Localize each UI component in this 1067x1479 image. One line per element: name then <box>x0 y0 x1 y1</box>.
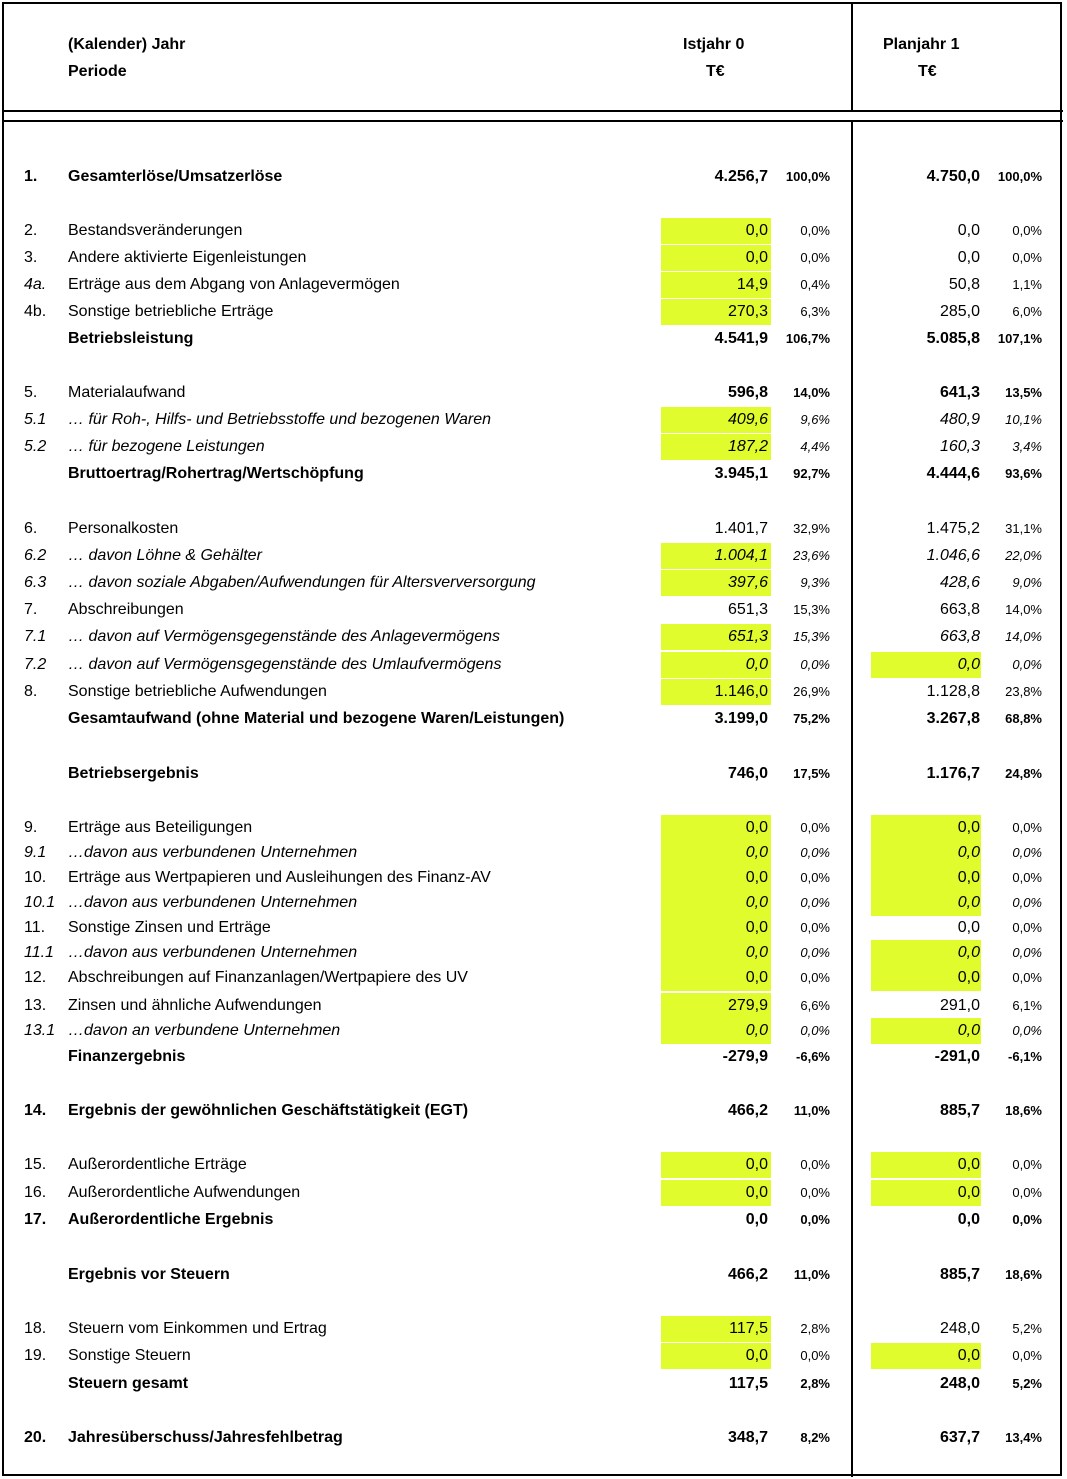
table-row <box>0 273 1067 297</box>
table-row <box>0 408 1067 432</box>
actual-value: 1.146,0 <box>714 683 768 700</box>
actual-percent: 9,3% <box>800 575 830 590</box>
row-label: Sonstige betriebliche Erträge <box>68 303 274 320</box>
table-row <box>0 916 1067 940</box>
actual-value: -279,9 <box>722 1048 768 1065</box>
row-label: Andere aktivierte Eigenleistungen <box>68 249 307 266</box>
plan-percent: 14,0% <box>1005 629 1042 644</box>
row-label: Ergebnis der gewöhnlichen Geschäftstätigkeit (EGT) <box>68 1102 469 1119</box>
actual-value: 3.945,1 <box>714 465 768 482</box>
row-label: Gesamtaufwand (ohne Material und bezogene Waren/Leistungen) <box>68 710 565 727</box>
row-label: … davon Löhne & Gehälter <box>68 547 262 564</box>
actual-value: 409,6 <box>727 411 768 428</box>
table-row <box>0 1153 1067 1177</box>
header-separator-top <box>2 110 1063 112</box>
actual-value: 0,0 <box>745 1347 768 1364</box>
actual-percent: 2,8% <box>800 1321 830 1336</box>
plan-percent: 0,0% <box>1012 920 1042 935</box>
row-label: Erträge aus Beteiligungen <box>68 819 253 836</box>
row-label: Bruttoertrag/Rohertrag/Wertschöpfung <box>68 465 364 482</box>
actual-value: 4.541,9 <box>714 330 768 347</box>
plan-value: 0,0 <box>957 249 980 266</box>
actual-value: 0,0 <box>745 944 768 961</box>
plan-percent: 6,0% <box>1012 304 1042 319</box>
plan-percent: 0,0% <box>1012 870 1042 885</box>
row-label: … für Roh-, Hilfs- und Betriebsstoffe und bezogenen Waren <box>68 411 492 428</box>
row-label: … davon auf Vermögensgegenstände des Anlagevermögens <box>68 628 500 645</box>
table-row <box>0 841 1067 865</box>
row-label: Steuern vom Einkommen und Ertrag <box>68 1320 327 1337</box>
row-number: 6.2 <box>24 547 47 564</box>
plan-percent: 0,0% <box>1012 1185 1042 1200</box>
row-number: 19. <box>24 1347 47 1364</box>
row-number: 10. <box>24 869 47 886</box>
actual-value: 117,5 <box>728 1375 768 1392</box>
plan-percent: 68,8% <box>1005 711 1042 726</box>
plan-value: 637,7 <box>939 1429 980 1446</box>
row-number: 5.1 <box>24 411 47 428</box>
actual-percent: 4,4% <box>800 439 830 454</box>
actual-percent: 11,0% <box>793 1103 830 1118</box>
actual-value: 596,8 <box>727 384 768 401</box>
actual-value: 651,3 <box>727 601 768 618</box>
plan-percent: 0,0% <box>1012 223 1042 238</box>
plan-value: 1.176,7 <box>926 765 980 782</box>
actual-percent: 8,2% <box>800 1430 830 1445</box>
row-number: 13.1 <box>24 1022 56 1039</box>
plan-value: 0,0 <box>957 819 980 836</box>
actual-value: 466,2 <box>727 1266 768 1283</box>
plan-percent: 18,6% <box>1005 1267 1042 1282</box>
row-label: Erträge aus dem Abgang von Anlagevermögen <box>68 276 400 293</box>
actual-value: 0,0 <box>745 222 768 239</box>
table-row <box>0 381 1067 405</box>
row-label: …davon an verbundene Unternehmen <box>68 1022 341 1039</box>
row-number: 4a. <box>24 276 47 293</box>
row-label: …davon aus verbundenen Unternehmen <box>68 894 358 911</box>
row-label: Außerordentliche Erträge <box>68 1156 247 1173</box>
actual-value: 0,0 <box>745 1211 768 1228</box>
actual-percent: 15,3% <box>793 602 830 617</box>
table-row <box>0 1099 1067 1123</box>
actual-percent: 0,0% <box>800 1023 830 1038</box>
table-row <box>0 707 1067 731</box>
actual-value: 0,0 <box>745 919 768 936</box>
row-number: 11.1 <box>24 944 54 961</box>
plan-value: 0,0 <box>957 1022 980 1039</box>
plan-value: 1.046,6 <box>926 547 980 564</box>
plan-percent: 0,0% <box>1012 657 1042 672</box>
plan-value: 428,6 <box>939 574 980 591</box>
table-row <box>0 866 1067 890</box>
row-number: 5. <box>24 384 38 401</box>
actual-percent: 23,6% <box>793 548 830 563</box>
table-row <box>0 327 1067 351</box>
row-label: …davon aus verbundenen Unternehmen <box>68 844 358 861</box>
actual-percent: 6,6% <box>800 998 830 1013</box>
row-number: 10.1 <box>24 894 56 911</box>
row-number: 9.1 <box>24 844 47 861</box>
actual-percent: 0,0% <box>800 1185 830 1200</box>
plan-percent: 93,6% <box>1005 466 1042 481</box>
actual-percent: 106,7% <box>785 331 830 346</box>
table-row <box>0 625 1067 649</box>
actual-value: 1.004,1 <box>714 547 768 564</box>
plan-percent: 9,0% <box>1012 575 1042 590</box>
row-label: … davon auf Vermögensgegenstände des Umlaufvermögens <box>68 656 502 673</box>
table-row <box>0 219 1067 243</box>
row-label: Personalkosten <box>68 520 179 537</box>
row-label: … für bezogene Leistungen <box>68 438 265 455</box>
row-label: Zinsen und ähnliche Aufwendungen <box>68 997 322 1014</box>
plan-value: 285,0 <box>939 303 980 320</box>
actual-value: 0,0 <box>745 656 768 673</box>
row-label: Finanzergebnis <box>68 1048 186 1065</box>
plan-percent: 100,0% <box>997 169 1042 184</box>
row-label: Sonstige Zinsen und Erträge <box>68 919 271 936</box>
actual-value: 0,0 <box>745 969 768 986</box>
actual-percent: -6,6% <box>796 1049 830 1064</box>
table-row <box>0 1344 1067 1368</box>
row-label: Sonstige betriebliche Aufwendungen <box>68 683 327 700</box>
column-unit-plan: T€ <box>918 63 937 80</box>
row-label: Abschreibungen auf Finanzanlagen/Wertpapiere des UV <box>68 969 468 986</box>
plan-value: 0,0 <box>957 656 980 673</box>
actual-percent: 9,6% <box>800 412 830 427</box>
row-number: 4b. <box>24 303 47 320</box>
plan-percent: 0,0% <box>1012 1157 1042 1172</box>
row-label: Jahresüberschuss/Jahresfehlbetrag <box>68 1429 343 1446</box>
plan-percent: 13,4% <box>1005 1430 1042 1445</box>
actual-percent: 0,0% <box>800 970 830 985</box>
table-row <box>0 1426 1067 1450</box>
plan-percent: 0,0% <box>1012 1348 1042 1363</box>
table-row <box>0 571 1067 595</box>
plan-value: 4.444,6 <box>926 465 980 482</box>
plan-value: 1.475,2 <box>926 520 980 537</box>
plan-value: 0,0 <box>957 969 980 986</box>
year-label: (Kalender) Jahr <box>68 36 186 53</box>
row-label: Gesamterlöse/Umsatzerlöse <box>68 168 283 185</box>
plan-value: 1.128,8 <box>926 683 980 700</box>
row-number: 12. <box>24 969 47 986</box>
row-label: Materialaufwand <box>68 384 186 401</box>
table-row <box>0 994 1067 1018</box>
actual-percent: 0,0% <box>800 657 830 672</box>
actual-value: 746,0 <box>727 765 768 782</box>
table-row <box>0 1019 1067 1043</box>
plan-value: 3.267,8 <box>926 710 980 727</box>
actual-value: 0,0 <box>745 1184 768 1201</box>
plan-percent: 0,0% <box>1012 945 1042 960</box>
header-separator-bottom <box>2 120 1063 122</box>
row-label: … davon soziale Abgaben/Aufwendungen für Altersverversorgung <box>68 574 536 591</box>
row-number: 5.2 <box>24 438 47 455</box>
plan-value: 0,0 <box>957 919 980 936</box>
table-row <box>0 891 1067 915</box>
row-label: Bestandsveränderungen <box>68 222 243 239</box>
row-number: 7.2 <box>24 656 47 673</box>
column-title-actual: Istjahr 0 <box>683 36 745 53</box>
table-row <box>0 435 1067 459</box>
actual-percent: 0,4% <box>800 277 830 292</box>
plan-value: 480,9 <box>939 411 980 428</box>
actual-percent: 11,0% <box>793 1267 830 1282</box>
column-title-plan: Planjahr 1 <box>883 36 960 53</box>
row-label: Abschreibungen <box>68 601 184 618</box>
plan-percent: 0,0% <box>1012 1023 1042 1038</box>
actual-percent: 26,9% <box>793 684 830 699</box>
actual-percent: 15,3% <box>793 629 830 644</box>
table-row <box>0 1263 1067 1287</box>
actual-value: 1.401,7 <box>714 520 768 537</box>
plan-value: -291,0 <box>934 1048 980 1065</box>
actual-value: 348,7 <box>727 1429 768 1446</box>
plan-value: 50,8 <box>948 276 980 293</box>
actual-value: 0,0 <box>745 844 768 861</box>
actual-percent: 32,9% <box>793 521 830 536</box>
actual-percent: 0,0% <box>800 820 830 835</box>
actual-value: 270,3 <box>727 303 768 320</box>
actual-value: 117,5 <box>729 1320 768 1337</box>
plan-percent: 107,1% <box>997 331 1042 346</box>
actual-percent: 75,2% <box>793 711 830 726</box>
actual-percent: 0,0% <box>800 870 830 885</box>
plan-value: 0,0 <box>957 1184 980 1201</box>
table-row <box>0 966 1067 990</box>
table-row <box>0 1045 1067 1069</box>
plan-value: 160,3 <box>939 438 980 455</box>
table-row <box>0 1181 1067 1205</box>
plan-percent: 18,6% <box>1005 1103 1042 1118</box>
actual-percent: 0,0% <box>800 895 830 910</box>
row-number: 1. <box>24 168 38 185</box>
plan-value: 0,0 <box>957 222 980 239</box>
actual-value: 279,9 <box>727 997 768 1014</box>
plan-value: 0,0 <box>957 869 980 886</box>
row-number: 3. <box>24 249 38 266</box>
plan-value: 5.085,8 <box>926 330 980 347</box>
table-row <box>0 598 1067 622</box>
row-number: 9. <box>24 819 38 836</box>
plan-percent: 22,0% <box>1005 548 1042 563</box>
plan-value: 885,7 <box>939 1102 980 1119</box>
row-label: Steuern gesamt <box>68 1375 189 1392</box>
table-row <box>0 762 1067 786</box>
table-row <box>0 462 1067 486</box>
row-label: …davon aus verbundenen Unternehmen <box>68 944 358 961</box>
row-number: 11. <box>24 919 46 936</box>
row-label: Betriebsergebnis <box>68 765 199 782</box>
row-number: 6.3 <box>24 574 47 591</box>
table-row <box>0 653 1067 677</box>
actual-value: 0,0 <box>745 1022 768 1039</box>
table-row <box>0 1372 1067 1396</box>
period-label: Periode <box>68 63 127 80</box>
plan-percent: 0,0% <box>1012 845 1042 860</box>
row-number: 13. <box>24 997 47 1014</box>
actual-value: 651,3 <box>727 628 768 645</box>
row-number: 20. <box>24 1429 47 1446</box>
plan-value: 4.750,0 <box>926 168 980 185</box>
plan-value: 248,0 <box>939 1375 980 1392</box>
actual-value: 466,2 <box>727 1102 768 1119</box>
actual-percent: 100,0% <box>785 169 830 184</box>
actual-value: 0,0 <box>745 1156 768 1173</box>
row-label: Außerordentliche Aufwendungen <box>68 1184 301 1201</box>
actual-percent: 92,7% <box>793 466 830 481</box>
actual-percent: 0,0% <box>800 845 830 860</box>
row-label: Ergebnis vor Steuern <box>68 1266 230 1283</box>
column-divider <box>851 2 853 112</box>
table-row <box>0 680 1067 704</box>
row-number: 15. <box>24 1156 47 1173</box>
plan-percent: 14,0% <box>1005 602 1042 617</box>
row-label: Außerordentliche Ergebnis <box>68 1211 274 1228</box>
table-row <box>0 246 1067 270</box>
actual-value: 14,9 <box>736 276 768 293</box>
table-row <box>0 300 1067 324</box>
plan-percent: 6,1% <box>1012 998 1042 1013</box>
plan-percent: 23,8% <box>1005 684 1042 699</box>
plan-value: 248,0 <box>939 1320 980 1337</box>
plan-percent: 0,0% <box>1012 895 1042 910</box>
row-number: 14. <box>24 1102 47 1119</box>
actual-percent: 0,0% <box>800 250 830 265</box>
table-row <box>0 544 1067 568</box>
plan-value: 0,0 <box>957 1156 980 1173</box>
plan-percent: -6,1% <box>1008 1049 1042 1064</box>
plan-percent: 13,5% <box>1005 385 1042 400</box>
plan-value: 663,8 <box>939 628 980 645</box>
actual-percent: 0,0% <box>800 1212 830 1227</box>
row-number: 6. <box>24 520 38 537</box>
row-number: 7. <box>24 601 38 618</box>
table-row <box>0 1317 1067 1341</box>
row-number: 8. <box>24 683 38 700</box>
actual-percent: 0,0% <box>800 945 830 960</box>
row-number: 2. <box>24 222 38 239</box>
plan-percent: 24,8% <box>1005 766 1042 781</box>
actual-percent: 0,0% <box>800 920 830 935</box>
actual-percent: 0,0% <box>800 223 830 238</box>
row-number: 7.1 <box>24 628 47 645</box>
plan-value: 291,0 <box>939 997 980 1014</box>
table-row <box>0 816 1067 840</box>
table-row <box>0 165 1067 189</box>
plan-percent: 0,0% <box>1012 250 1042 265</box>
actual-percent: 0,0% <box>800 1157 830 1172</box>
plan-value: 0,0 <box>957 944 980 961</box>
actual-percent: 17,5% <box>793 766 830 781</box>
plan-percent: 5,2% <box>1012 1376 1042 1391</box>
plan-percent: 31,1% <box>1005 521 1042 536</box>
plan-value: 0,0 <box>957 844 980 861</box>
row-label: Sonstige Steuern <box>68 1347 191 1364</box>
plan-percent: 10,1% <box>1005 412 1042 427</box>
column-unit-actual: T€ <box>706 63 725 80</box>
plan-percent: 1,1% <box>1012 277 1042 292</box>
row-label: Erträge aus Wertpapieren und Ausleihungen des Finanz-AV <box>68 869 491 886</box>
plan-value: 885,7 <box>939 1266 980 1283</box>
plan-percent: 5,2% <box>1012 1321 1042 1336</box>
actual-value: 187,2 <box>727 438 768 455</box>
plan-value: 0,0 <box>957 1211 980 1228</box>
plan-percent: 0,0% <box>1012 970 1042 985</box>
actual-value: 0,0 <box>745 249 768 266</box>
plan-value: 663,8 <box>939 601 980 618</box>
table-row <box>0 1208 1067 1232</box>
plan-value: 641,3 <box>939 384 980 401</box>
row-number: 18. <box>24 1320 47 1337</box>
row-label: Betriebsleistung <box>68 330 194 347</box>
actual-value: 397,6 <box>727 574 768 591</box>
actual-value: 0,0 <box>745 869 768 886</box>
actual-value: 4.256,7 <box>714 168 768 185</box>
plan-percent: 0,0% <box>1012 1212 1042 1227</box>
table-row <box>0 941 1067 965</box>
actual-percent: 0,0% <box>800 1348 830 1363</box>
actual-value: 0,0 <box>745 894 768 911</box>
plan-percent: 0,0% <box>1012 820 1042 835</box>
row-number: 16. <box>24 1184 47 1201</box>
plan-value: 0,0 <box>957 894 980 911</box>
actual-percent: 2,8% <box>800 1376 830 1391</box>
actual-value: 0,0 <box>745 819 768 836</box>
row-number: 17. <box>24 1211 47 1228</box>
actual-percent: 6,3% <box>800 304 830 319</box>
plan-value: 0,0 <box>957 1347 980 1364</box>
actual-percent: 14,0% <box>793 385 830 400</box>
plan-percent: 3,4% <box>1012 439 1042 454</box>
table-row <box>0 517 1067 541</box>
actual-value: 3.199,0 <box>714 710 768 727</box>
